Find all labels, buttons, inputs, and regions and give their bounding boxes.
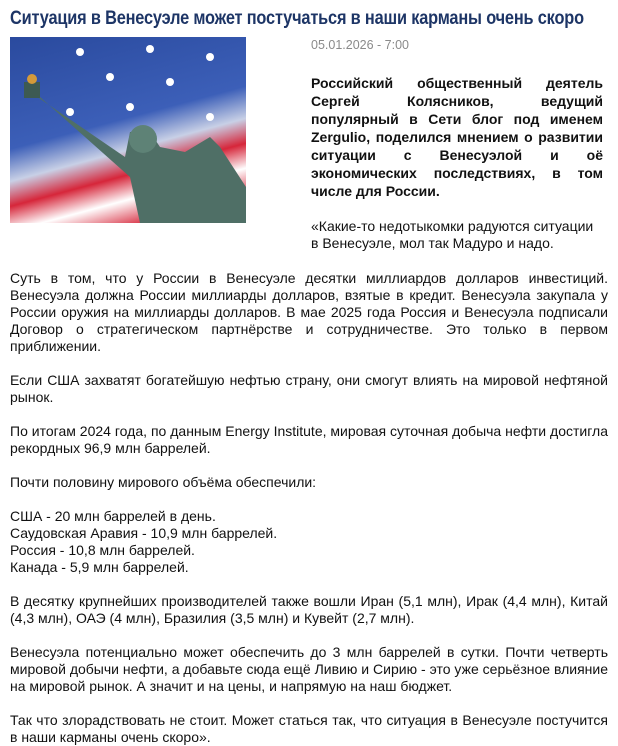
article-title[interactable]: Ситуация в Венесуэле может постучаться в наши карманы очень скоро <box>10 8 584 29</box>
paragraph: По итогам 2024 года, по данным Energy Institute, мировая суточная добыча нефти достигла рекордных 96,9 млн баррелей. <box>10 423 608 456</box>
publish-date: 05.01.2026 - 7:00 <box>311 38 409 52</box>
lead-paragraph: Российский общественный деятель Сергей Колясников, ведущий популярный в Сети блог под именем Zergulio, поделился мнением о развитии ситуации с Венесуэлой и оё экономических последствиях, в том числе для России. <box>311 75 603 199</box>
paragraph: Венесуэла потенциально может обеспечить до 3 млн баррелей в сутки. Почти четверть мировой добычи нефти, а добавьте сюда ещё Ливию и Сирию - это уже серьёзное влияние на мировой рынок. А значит и на цены, и напрямую на наш бюджет. <box>10 644 608 694</box>
list-item: Россия - 10,8 млн баррелей. <box>10 542 195 558</box>
paragraph: Почти половину мирового объёма обеспечили: <box>10 474 317 490</box>
paragraph: Суть в том, что у России в Венесуэле десятки миллиардов долларов инвестиций. Венесуэла должна России миллиарды долларов, взятые в кредит. Венесуэла закупала у России оружия на миллиарды долларов. В мае 2025 года Россия и Венесуэла подписали Договор о стратегическом партнёрстве и сотрудничестве. Это только в первом приближении. <box>10 270 608 354</box>
list-item: Саудовская Аравия - 10,9 млн баррелей. <box>10 525 278 541</box>
statue-of-liberty-flag-image <box>10 37 246 223</box>
list-item: Канада - 5,9 млн баррелей. <box>10 559 189 575</box>
list-item: США - 20 млн баррелей в день. <box>10 508 216 524</box>
paragraph: Если США захватят богатейшую нефтью страну, они смогут влиять на мировой нефтяной рынок. <box>10 372 608 405</box>
quote-start: «Какие-то недотыкомки радуются ситуации в Венесуэле, мол так Мадуро и надо. <box>311 218 594 251</box>
paragraph: Так что злорадствовать не стоит. Может статься так, что ситуация в Венесуэле постучится в наши карманы очень скоро». <box>10 712 608 745</box>
paragraph: В десятку крупнейших производителей также вошли Иран (5,1 млн), Ирак (4,4 млн), Китай (4,3 млн), ОАЭ (4 млн), Бразилия (3,5 млн) и Кувейт (2,7 млн). <box>10 593 608 626</box>
production-list <box>10 508 608 576</box>
